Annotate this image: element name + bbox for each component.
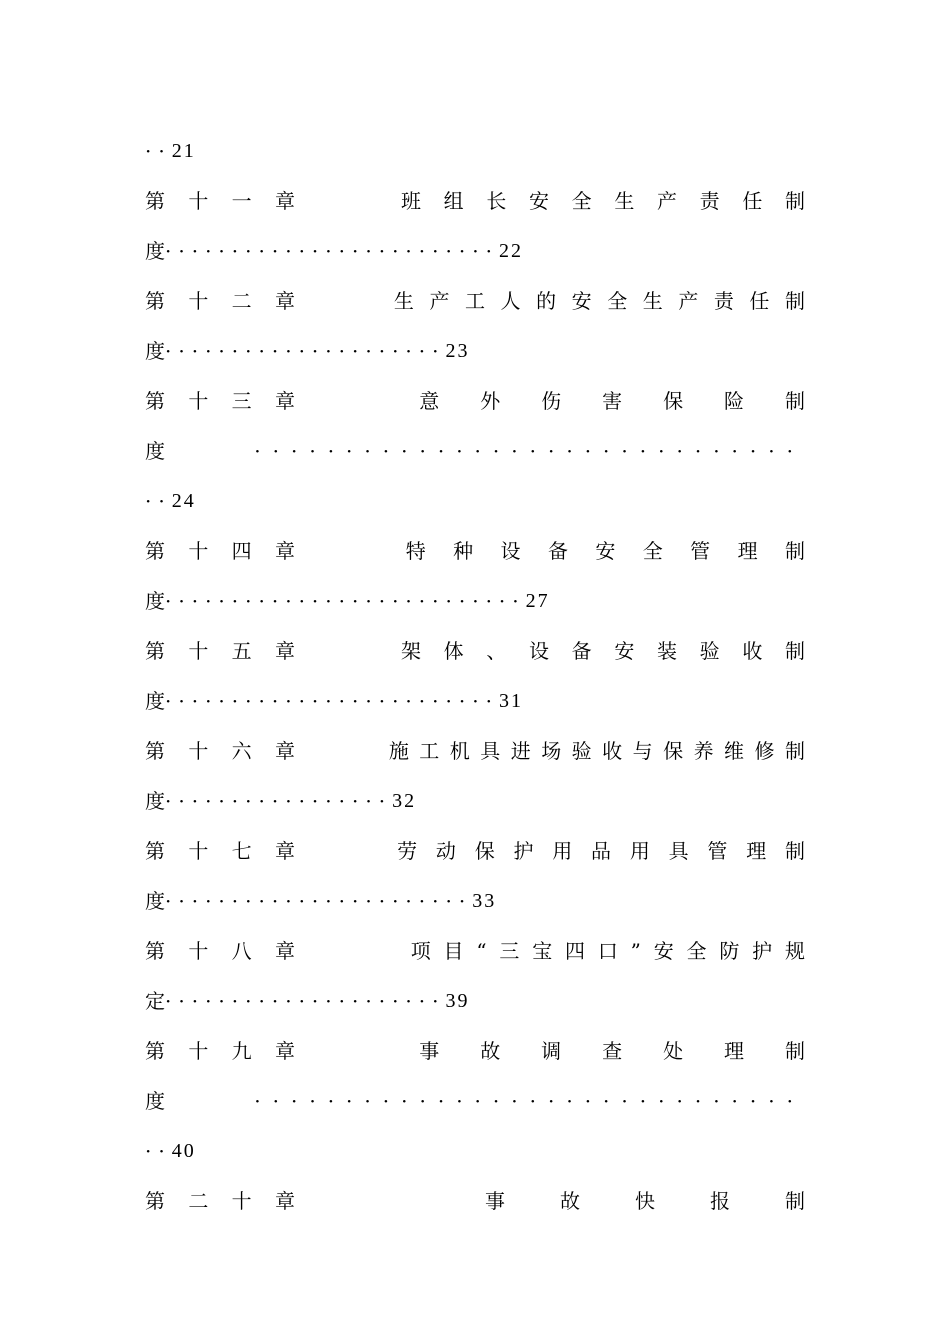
- toc-title-tail: 度: [145, 789, 165, 813]
- toc-leader-dots: ···························: [165, 589, 526, 613]
- toc-title-tail: 度: [145, 1089, 165, 1113]
- toc-title-tail: 度: [145, 689, 165, 713]
- toc-line: [145, 134, 805, 168]
- toc-leader-dots: ·························: [165, 239, 499, 263]
- toc-line: [145, 984, 805, 1018]
- toc-chapter-line[interactable]: [145, 834, 824, 868]
- toc-chapter-title: 事故调查处理制: [419, 1039, 846, 1063]
- toc-chapter-number: 第十六章: [145, 739, 319, 763]
- toc-title-tail: 度: [145, 339, 165, 363]
- toc-title-tail: 度: [145, 589, 165, 613]
- toc-line: [145, 434, 805, 468]
- toc-chapter-line[interactable]: [145, 1184, 860, 1218]
- toc-line: [145, 784, 805, 818]
- toc-page-number: 32: [392, 790, 417, 812]
- toc-chapter-line[interactable]: [145, 1034, 846, 1068]
- toc-line: [145, 334, 805, 368]
- toc-chapter-line[interactable]: [145, 734, 816, 768]
- toc-line: [145, 684, 805, 718]
- toc-line: [145, 1134, 805, 1168]
- toc-page-number: 27: [525, 590, 550, 612]
- toc-chapter-number: 第二十章: [145, 1189, 319, 1213]
- toc-chapter-line[interactable]: [145, 384, 846, 418]
- toc-chapter-number: 第十二章: [145, 289, 319, 313]
- toc-chapter-number: 第十一章: [145, 189, 319, 213]
- toc-chapter-title: 施工机具进场验收与保养维修制: [388, 739, 816, 763]
- toc-chapter-title: 班组长安全生产责任制: [401, 189, 828, 213]
- toc-chapter-number: 第十三章: [145, 389, 319, 413]
- toc-leader-dots: ·····················: [165, 989, 446, 1013]
- toc-leader-dots: ·················: [165, 789, 393, 813]
- toc-line: [145, 584, 805, 618]
- toc-chapter-number: 第十八章: [145, 939, 319, 963]
- toc-line: [145, 484, 805, 518]
- toc-chapter-title: 生产工人的安全生产责任制: [393, 289, 821, 313]
- toc-page-number: 23: [445, 340, 470, 362]
- toc-title-tail: 度: [145, 889, 165, 913]
- toc-chapter-number: 第十五章: [145, 639, 319, 663]
- toc-title-tail: 度: [145, 439, 165, 463]
- toc-leader-dots: ·····················: [165, 339, 446, 363]
- toc-line: [145, 884, 805, 918]
- toc-leader-dots: ·························: [165, 689, 499, 713]
- toc-chapter-title: 劳动保护用品用具管理制: [397, 839, 824, 863]
- toc-chapter-number: 第十七章: [145, 839, 319, 863]
- toc-chapter-title: 架体、设备安装验收制: [401, 639, 828, 663]
- toc-chapter-line[interactable]: [145, 934, 818, 968]
- toc-title-tail: 定: [145, 989, 165, 1013]
- toc-page-number: 31: [498, 690, 523, 712]
- toc-leader-dots: ·······················: [165, 889, 473, 913]
- toc-title-tail: 度: [145, 239, 165, 263]
- toc-chapter-line[interactable]: [145, 284, 821, 318]
- toc-chapter-line[interactable]: [145, 634, 828, 668]
- toc-chapter-line[interactable]: [145, 534, 833, 568]
- toc-page-number: 40: [171, 1140, 196, 1162]
- toc-page-number: 39: [445, 990, 470, 1012]
- toc-leader-dots: ··: [145, 1139, 172, 1163]
- toc-chapter-title: 特种设备安全管理制: [405, 539, 833, 563]
- toc-chapter-title: 事故快报制: [485, 1189, 860, 1213]
- toc-chapter-line[interactable]: [145, 184, 828, 218]
- toc-line: [145, 1084, 805, 1118]
- toc-leader-dots: ······························: [254, 1089, 805, 1113]
- toc-chapter-title: 意外伤害保险制: [419, 389, 846, 413]
- toc-page-number: 33: [472, 890, 497, 912]
- toc-chapter-title: 项目“三宝四口”安全防护规: [410, 939, 818, 963]
- toc-page-number: 24: [171, 490, 196, 512]
- toc-line: [145, 234, 805, 268]
- toc-leader-dots: ··: [145, 139, 172, 163]
- toc-page-number: 22: [498, 240, 523, 262]
- toc-chapter-number: 第十四章: [145, 539, 319, 563]
- toc-chapter-number: 第十九章: [145, 1039, 319, 1063]
- toc-leader-dots: ··: [145, 489, 172, 513]
- toc-leader-dots: ······························: [254, 439, 805, 463]
- toc-page-number: 21: [171, 140, 196, 162]
